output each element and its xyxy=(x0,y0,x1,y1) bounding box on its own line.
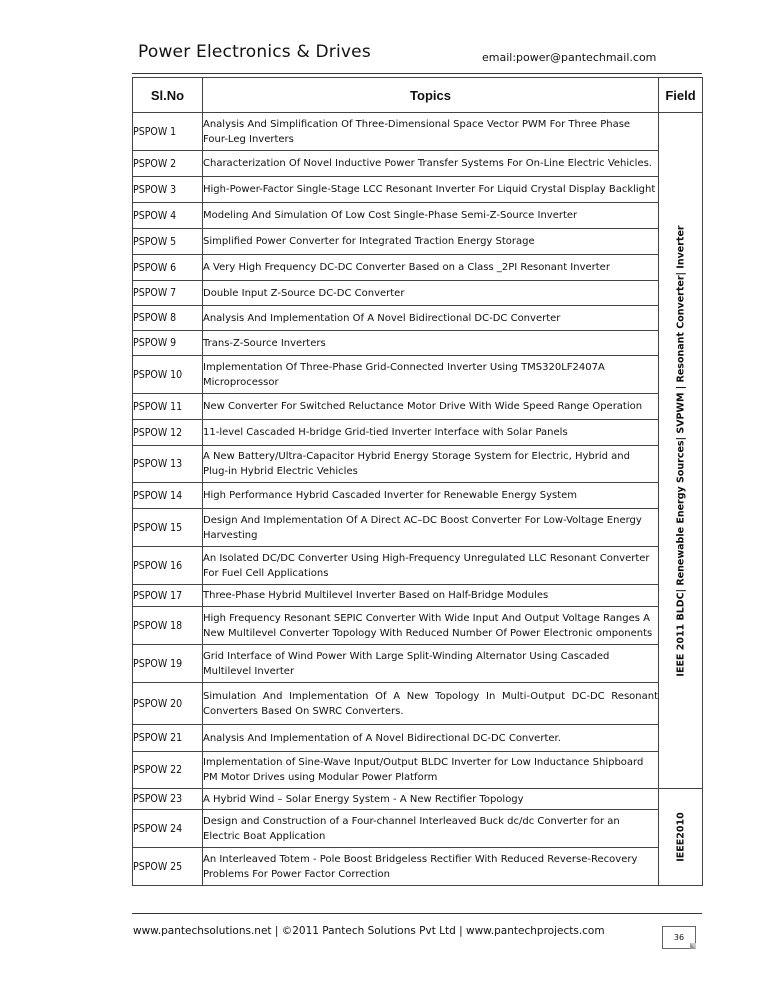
footer-divider xyxy=(132,913,702,914)
topic-cell: Analysis And Implementation of A Novel Bidirectional DC-DC Converter. xyxy=(203,725,659,752)
field-group-label: IEEE2010 xyxy=(675,812,686,862)
footer-text: www.pantechsolutions.net | ©2011 Pantech Solutions Pvt Ltd | www.pantechprojects.com xyxy=(133,925,605,937)
slno-cell: PSPOW 6 xyxy=(133,255,203,281)
table-row xyxy=(133,725,703,752)
slno-cell: PSPOW 22 xyxy=(133,752,203,789)
slno-cell: PSPOW 12 xyxy=(133,420,203,446)
table-row xyxy=(133,547,703,585)
table-row xyxy=(133,585,703,607)
slno-cell: PSPOW 4 xyxy=(133,203,203,229)
table-row xyxy=(133,810,703,848)
slno-cell: PSPOW 18 xyxy=(133,607,203,645)
table-row xyxy=(133,229,703,255)
table-row xyxy=(133,607,703,645)
table-row xyxy=(133,420,703,446)
slno-cell: PSPOW 20 xyxy=(133,683,203,725)
topic-cell: High Frequency Resonant SEPIC Converter With Wide Input And Output Voltage Ranges A New Multilevel Converter Topology With Reduced Number Of Power Electronic omponents xyxy=(203,607,659,645)
table-row xyxy=(133,848,703,886)
slno-cell: PSPOW 14 xyxy=(133,483,203,509)
topic-cell: High Performance Hybrid Cascaded Inverter for Renewable Energy System xyxy=(203,483,659,509)
topic-cell: Three-Phase Hybrid Multilevel Inverter Based on Half-Bridge Modules xyxy=(203,585,659,607)
table-row xyxy=(133,331,703,356)
table-row xyxy=(133,483,703,509)
topic-cell: High-Power-Factor Single-Stage LCC Resonant Inverter For Liquid Crystal Display Backlight xyxy=(203,177,659,203)
topic-cell: Design And Implementation Of A Direct AC–DC Boost Converter For Low-Voltage Energy Harvesting xyxy=(203,509,659,547)
topic-cell: A Hybrid Wind – Solar Energy System - A New Rectifier Topology xyxy=(203,789,659,810)
table-row xyxy=(133,255,703,281)
slno-cell: PSPOW 11 xyxy=(133,394,203,420)
topic-cell: Implementation Of Three-Phase Grid-Connected Inverter Using TMS320LF2407A Microprocessor xyxy=(203,356,659,394)
topics-header: Topics xyxy=(203,78,659,113)
topic-cell: Design and Construction of a Four-channel Interleaved Buck dc/dc Converter for an Electric Boat Application xyxy=(203,810,659,848)
table-row xyxy=(133,151,703,177)
slno-cell: PSPOW 23 xyxy=(133,789,203,810)
table-row xyxy=(133,203,703,229)
slno-cell: PSPOW 10 xyxy=(133,356,203,394)
table-row xyxy=(133,446,703,483)
topic-cell: Modeling And Simulation Of Low Cost Single-Phase Semi-Z-Source Inverter xyxy=(203,203,659,229)
field-group-2010 xyxy=(659,789,703,886)
slno-cell: PSPOW 16 xyxy=(133,547,203,585)
field-header: Field xyxy=(659,78,703,113)
topic-cell: Simulation And Implementation Of A New Topology In Multi-Output DC-DC Resonant Converters Based On SWRC Converters. xyxy=(203,683,659,725)
field-group-label: IEEE 2011 BLDC| Renewable Energy Sources| SVPWM | Resonant Converter| Inverter xyxy=(675,224,686,677)
table-row xyxy=(133,789,703,810)
slno-cell: PSPOW 5 xyxy=(133,229,203,255)
page-number: 36 xyxy=(662,926,696,949)
table-row xyxy=(133,645,703,683)
slno-cell: PSPOW 3 xyxy=(133,177,203,203)
table-row xyxy=(133,113,703,151)
topics-table xyxy=(132,77,703,886)
slno-cell: PSPOW 19 xyxy=(133,645,203,683)
table-row xyxy=(133,752,703,789)
slno-cell: PSPOW 2 xyxy=(133,151,203,177)
header-divider xyxy=(132,73,702,74)
field-group-2011 xyxy=(659,113,703,789)
topic-cell: A New Battery/Ultra-Capacitor Hybrid Energy Storage System for Electric, Hybrid and Plug-in Hybrid Electric Vehicles xyxy=(203,446,659,483)
topic-cell: Analysis And Simplification Of Three-Dimensional Space Vector PWM For Three Phase Four-Leg Inverters xyxy=(203,113,659,151)
slno-cell: PSPOW 1 xyxy=(133,113,203,151)
slno-cell: PSPOW 17 xyxy=(133,585,203,607)
slno-cell: PSPOW 13 xyxy=(133,446,203,483)
topic-cell: An Isolated DC/DC Converter Using High-Frequency Unregulated LLC Resonant Converter For Fuel Cell Applications xyxy=(203,547,659,585)
topic-cell: 11-level Cascaded H-bridge Grid-tied Inverter Interface with Solar Panels xyxy=(203,420,659,446)
email-address: email:power@pantechmail.com xyxy=(482,51,657,64)
topic-cell: An Interleaved Totem - Pole Boost Bridgeless Rectifier With Reduced Reverse-Recovery Problems For Power Factor Correction xyxy=(203,848,659,886)
table-header-row xyxy=(133,78,703,113)
slno-cell: PSPOW 21 xyxy=(133,725,203,752)
slno-cell: PSPOW 9 xyxy=(133,331,203,356)
table-row xyxy=(133,509,703,547)
slno-cell: PSPOW 15 xyxy=(133,509,203,547)
slno-cell: PSPOW 8 xyxy=(133,306,203,331)
table-row xyxy=(133,177,703,203)
topic-cell: Trans-Z-Source Inverters xyxy=(203,331,659,356)
topic-cell: Characterization Of Novel Inductive Power Transfer Systems For On-Line Electric Vehicles. xyxy=(203,151,659,177)
slno-cell: PSPOW 24 xyxy=(133,810,203,848)
topic-cell: Grid Interface of Wind Power With Large Split-Winding Alternator Using Cascaded Multilevel Inverter xyxy=(203,645,659,683)
table-row xyxy=(133,683,703,725)
topic-cell: New Converter For Switched Reluctance Motor Drive With Wide Speed Range Operation xyxy=(203,394,659,420)
topic-cell: Simplified Power Converter for Integrated Traction Energy Storage xyxy=(203,229,659,255)
slno-header: Sl.No xyxy=(133,78,203,113)
page-title: Power Electronics & Drives xyxy=(138,42,371,62)
table-row xyxy=(133,281,703,306)
table-row xyxy=(133,356,703,394)
topic-cell: A Very High Frequency DC-DC Converter Based on a Class _2PI Resonant Inverter xyxy=(203,255,659,281)
slno-cell: PSPOW 7 xyxy=(133,281,203,306)
topic-cell: Double Input Z-Source DC-DC Converter xyxy=(203,281,659,306)
table-row xyxy=(133,394,703,420)
topic-cell: Analysis And Implementation Of A Novel Bidirectional DC-DC Converter xyxy=(203,306,659,331)
topic-cell: Implementation of Sine-Wave Input/Output BLDC Inverter for Low Inductance Shipboard PM Motor Drives using Modular Power Platform xyxy=(203,752,659,789)
table-row xyxy=(133,306,703,331)
slno-cell: PSPOW 25 xyxy=(133,848,203,886)
